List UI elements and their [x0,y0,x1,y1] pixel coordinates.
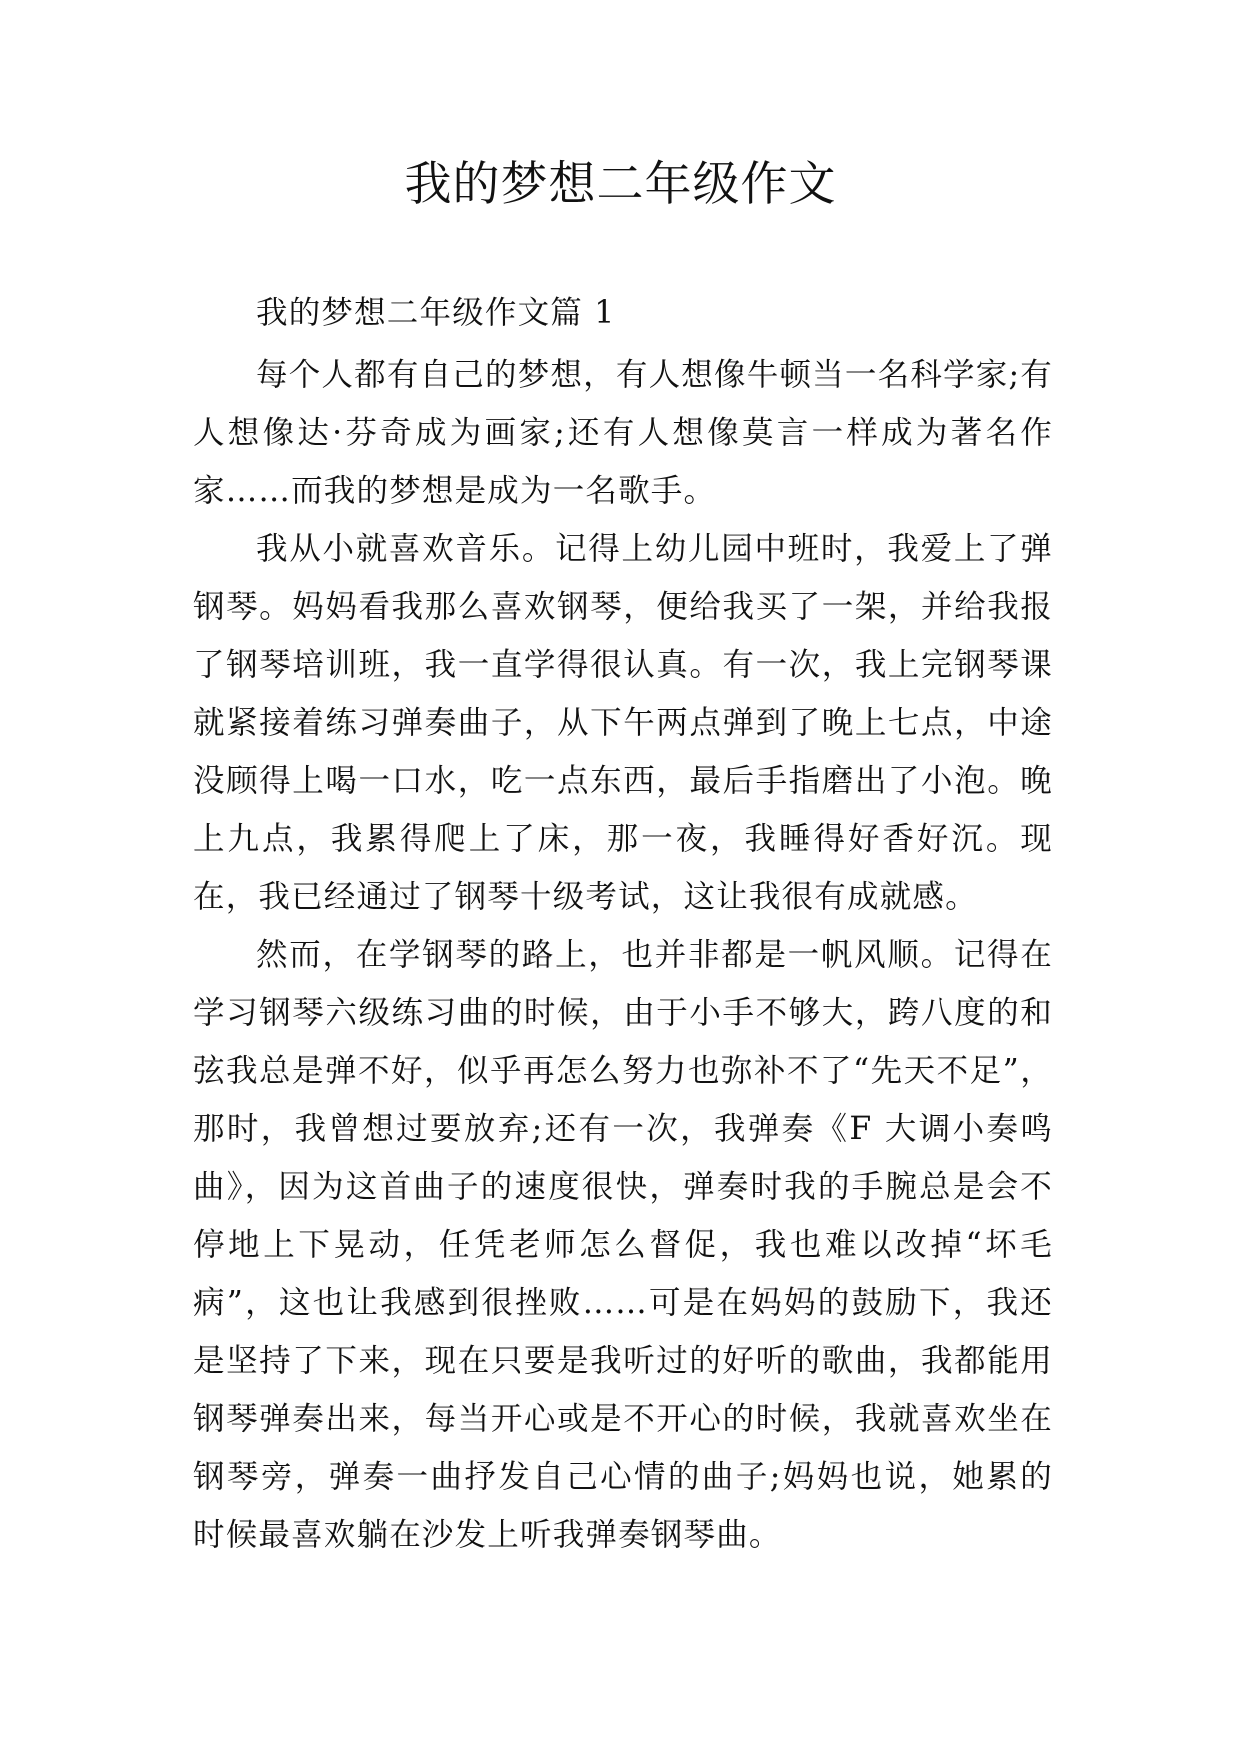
document-title: 我的梦想二年级作文 [404,157,837,212]
section-heading: 我的梦想二年级作文篇 1 [256,295,616,331]
paragraph-3: 然而，在学钢琴的路上，也并非都是一帆风顺。记得在学习钢琴六级练习曲的时候，由于小手不够大，跨八度的和弦我总是弹不好，似乎再怎么努力也弥补不了“先天不足”，那时，我曾想过要放弃;还有一次，我弹奏《F 大调小奏鸣曲》，因为这首曲子的速度很快，弹奏时我的手腕总是会不停地上下晃动，任凭老师怎么督促，我也难以改掉“坏毛病”，这也让我感到很挫败……可是在妈妈的鼓励下，我还是坚持了下来，现在只要是我听过的好听的歌曲，我都能用钢琴弹奏出来，每当开心或是不开心的时候，我就喜欢坐在钢琴旁，弹奏一曲抒发自己心情的曲子;妈妈也说，她累的时候最喜欢躺在沙发上听我弹奏钢琴曲。 [193,937,1053,1553]
paragraph-2: 我从小就喜欢音乐。记得上幼儿园中班时，我爱上了弹钢琴。妈妈看我那么喜欢钢琴，便给我买了一架，并给我报了钢琴培训班，我一直学得很认真。有一次，我上完钢琴课就紧接着练习弹奏曲子，从下午两点弹到了晚上七点，中途没顾得上喝一口水，吃一点东西，最后手指磨出了小泡。晚上九点，我累得爬上了床，那一夜，我睡得好香好沉。现在，我已经通过了钢琴十级考试，这让我很有成就感。 [193,531,1053,915]
document-body [193,284,1053,1564]
paragraph-1: 每个人都有自己的梦想，有人想像牛顿当一名科学家;有人想像达·芬奇成为画家;还有人想像莫言一样成为著名作家……而我的梦想是成为一名歌手。 [193,357,1053,509]
